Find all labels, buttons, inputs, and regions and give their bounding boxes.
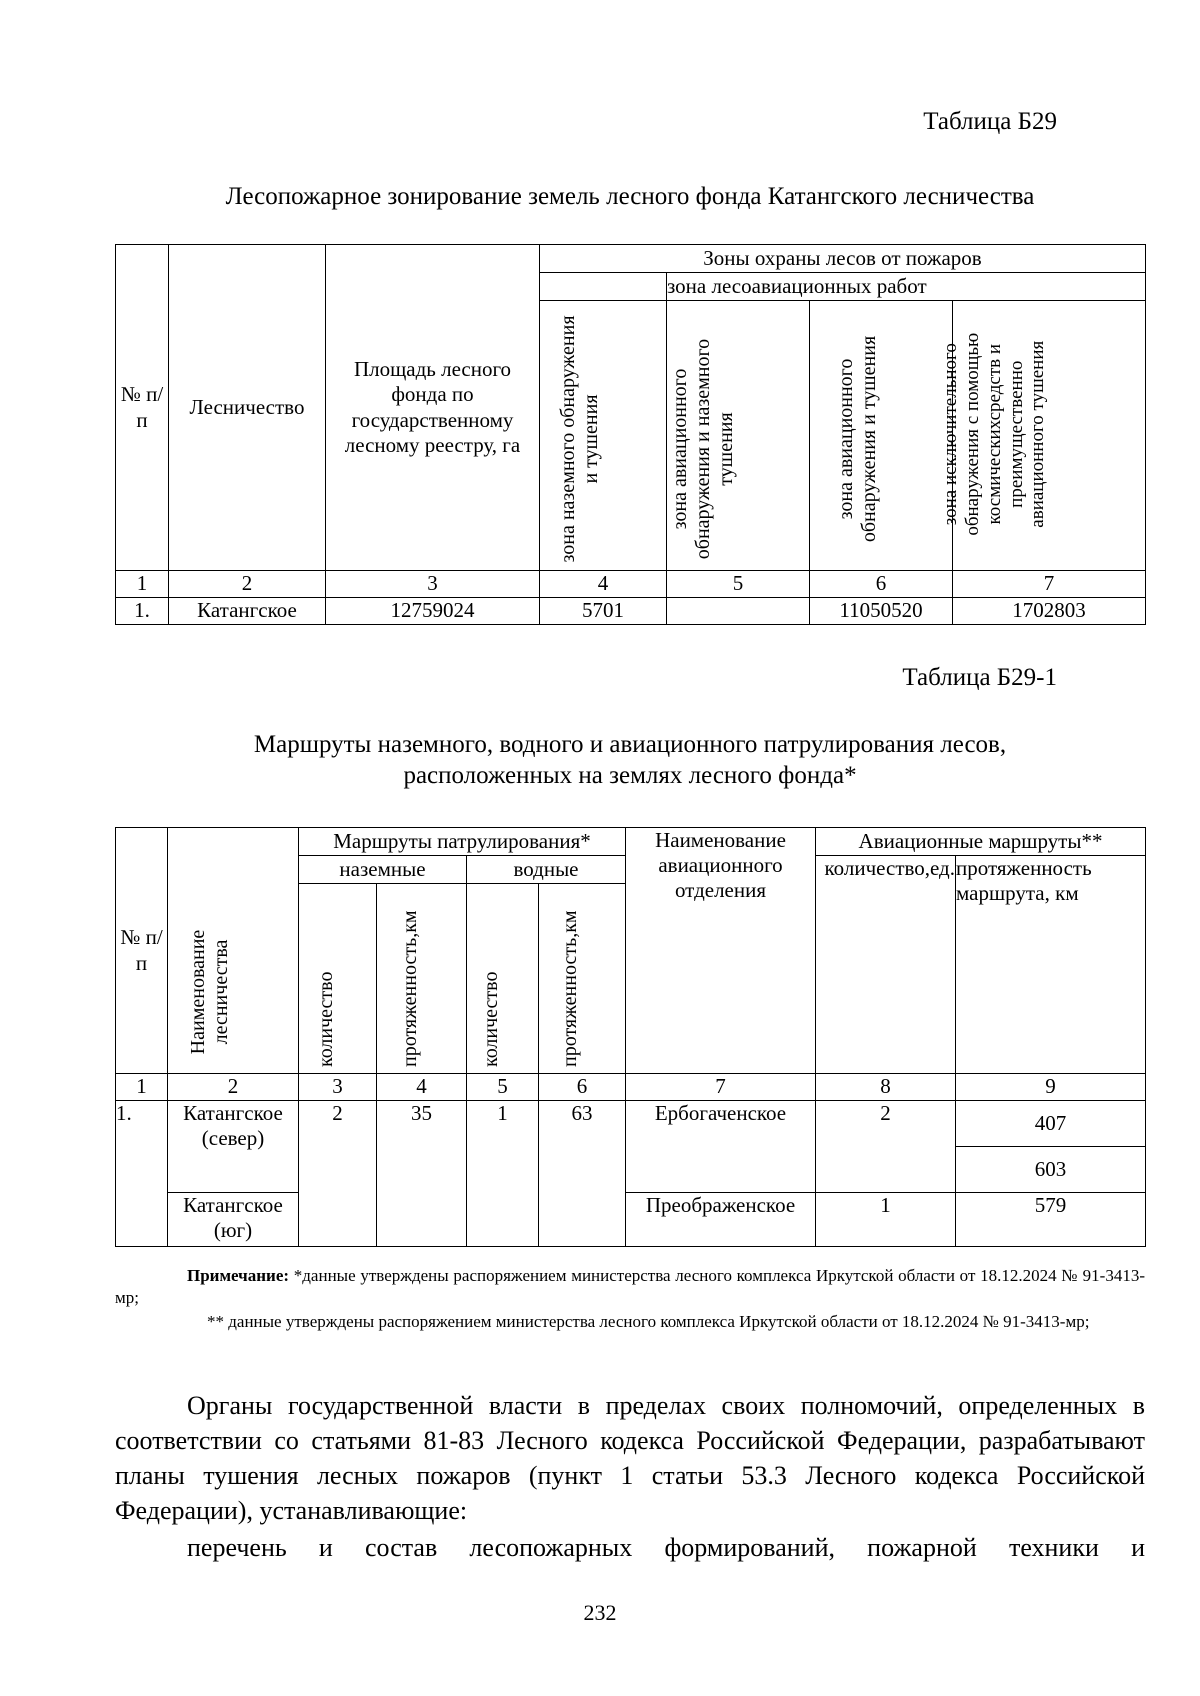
table-title-b29-1-line2: расположенных на землях лесного фонда* (403, 762, 857, 789)
cell-c4: 5701 (540, 598, 667, 625)
cell-num: 1. (116, 598, 169, 625)
col-number: 1 (116, 1074, 168, 1101)
col-number: 6 (810, 571, 953, 598)
cell-air-qty: 2 (816, 1101, 956, 1193)
body-paragraph-1: Органы государственной власти в пределах своих полномочий, определенных в соответствии со статьями 81-83 Лесного кодекса Российской Федерации, разрабатывают планы тушения лесных пожаров (пункт 1 статьи 53.3 Лесного кодекса Российской Федерации), устанавливающие: (115, 1391, 1145, 1526)
col-number: 7 (626, 1074, 816, 1101)
col-number: 7 (953, 571, 1146, 598)
header-aviation-zone: зона лесоавиационных работ (667, 273, 1146, 301)
table-caption-b29: Таблица Б29 (923, 108, 1057, 135)
cell-ground-len: 35 (377, 1101, 467, 1247)
col-number: 2 (169, 571, 326, 598)
header-col4: зона наземного обнаружения и тушения (540, 301, 667, 571)
cell-forestry: Катангское (169, 598, 326, 625)
body-paragraph-2: перечень и состав лесопожарных формирований, пожарной техники и (187, 1533, 1145, 1562)
col-number: 2 (168, 1074, 299, 1101)
header-air: Авиационные маршруты** (816, 828, 1146, 856)
forest-fire-zoning-table (115, 244, 1146, 625)
cell-forestry-south: Катангское (юг) (168, 1193, 299, 1247)
cell-water-len: 63 (539, 1101, 626, 1247)
table-row (116, 598, 1146, 625)
cell-ground-qty: 2 (299, 1101, 377, 1247)
col-number: 5 (667, 571, 810, 598)
header-dept: Наименование авиационного отделения (626, 828, 816, 1074)
col-number: 9 (956, 1074, 1146, 1101)
table-title-b29: Лесопожарное зонирование земель лесного фонда Катангского лесничества (225, 183, 1035, 210)
col-number: 5 (467, 1074, 539, 1101)
header-forestry: Лесничество (169, 245, 326, 571)
note-1 (115, 1265, 1145, 1309)
cell-forestry-north: Катангское (север) (168, 1101, 299, 1193)
note-text-1: *данные утверждены распоряжением министерства лесного комплекса Иркутской области от 18.12.2024 № 91-3413-мр; (115, 1266, 1145, 1308)
cell-c7: 1702803 (953, 598, 1146, 625)
header-water-qty: количество (467, 884, 539, 1074)
table-row (116, 1193, 1146, 1247)
header-ground-qty: количество (299, 884, 377, 1074)
header-col7: зона исключительного обнаружения с помощью космическихсредств и преимущественно авиационного тушения (953, 301, 1146, 571)
cell-air-len: 603 (956, 1147, 1146, 1193)
cell-air-len: 407 (956, 1101, 1146, 1147)
cell-dept-erbogachen: Ербогаченское (626, 1101, 816, 1193)
col-number: 6 (539, 1074, 626, 1101)
header-ground: наземные (299, 856, 467, 884)
header-zones: Зоны охраны лесов от пожаров (540, 245, 1146, 273)
header-num: № п/п (116, 245, 169, 571)
table-caption-b29-1: Таблица Б29-1 (902, 664, 1057, 691)
cell-dept-preobrazhen: Преображенское (626, 1193, 816, 1247)
header-air-qty: количество,ед. (816, 856, 956, 1074)
cell-air-qty: 1 (816, 1193, 956, 1247)
col-number: 1 (116, 571, 169, 598)
col-number: 8 (816, 1074, 956, 1101)
col-number: 4 (540, 571, 667, 598)
table-title-b29-1-line1: Маршруты наземного, водного и авиационного патрулирования лесов, (253, 731, 1007, 758)
col-number: 3 (299, 1074, 377, 1101)
col-number: 3 (326, 571, 540, 598)
header-routes: Маршруты патрулирования* (299, 828, 626, 856)
header-forestry: Наименование лесничества (168, 828, 299, 1074)
header-col6: зона авиационного обнаружения и тушения (810, 301, 953, 571)
header-num: № п/п (116, 828, 168, 1074)
header-water: водные (467, 856, 626, 884)
note-label: Примечание: (187, 1266, 290, 1285)
page-number: 232 (583, 1600, 617, 1625)
header-water-len: протяженность,км (539, 884, 626, 1074)
header-ground-len: протяженность,км (377, 884, 467, 1074)
header-area: Площадь лесного фонда по государственному лесному реестру, га (326, 245, 540, 571)
note-text-2: ** данные утверждены распоряжением министерства лесного комплекса Иркутской области от 18.12.2024 № 91-3413-мр; (207, 1312, 1090, 1331)
cell-air-len: 579 (956, 1193, 1146, 1247)
header-col5: зона авиационного обнаружения и наземного тушения (667, 301, 810, 571)
cell-c5 (667, 598, 810, 625)
cell-water-qty: 1 (467, 1101, 539, 1247)
cell-c6: 11050520 (810, 598, 953, 625)
table-row (116, 1101, 1146, 1147)
cell-area: 12759024 (326, 598, 540, 625)
cell-num: 1. (116, 1101, 168, 1247)
patrol-routes-table (115, 827, 1146, 1247)
col-number: 4 (377, 1074, 467, 1101)
blank-cell (540, 273, 667, 301)
header-air-len: протяженность маршрута, км (956, 856, 1146, 1074)
